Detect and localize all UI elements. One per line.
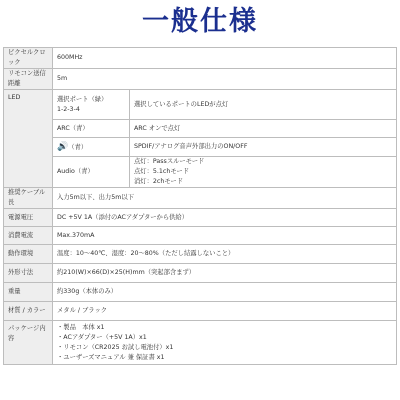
row-value: 5m xyxy=(53,69,397,90)
led-item-name xyxy=(53,138,130,157)
table-row xyxy=(4,157,397,188)
led-item-name-line: 選択ポート（緑） xyxy=(57,95,108,103)
table-row xyxy=(4,321,397,365)
list-item: ・リモコン（CR2025 お試し電池付）x1 xyxy=(57,343,174,351)
row-label: パッケージ内容 xyxy=(4,321,53,365)
led-item-name-line: 1-2-3-4 xyxy=(57,105,80,113)
led-item-name: ARC（青） xyxy=(53,120,130,138)
row-value xyxy=(53,321,397,365)
row-label: ピクセルクロック xyxy=(4,48,53,69)
row-label: 重量 xyxy=(4,283,53,302)
table-row xyxy=(4,120,397,138)
row-label: 外形寸法 xyxy=(4,264,53,283)
table-row xyxy=(4,245,397,264)
table-row xyxy=(4,283,397,302)
row-value: 約330g（本体のみ） xyxy=(53,283,397,302)
led-mode-line: 点灯：5.1chモード xyxy=(134,168,189,175)
led-mode-line: 消灯：2chモード xyxy=(134,178,183,185)
row-value: 約210(W)×66(D)×25(H)mm（突起部含まず） xyxy=(53,264,397,283)
led-item-name-text: （青） xyxy=(68,143,88,151)
led-item-desc: ARC オンで点灯 xyxy=(130,120,397,138)
led-item-desc: 選択しているポートのLEDが点灯 xyxy=(130,90,397,120)
table-row xyxy=(4,209,397,227)
row-value: 温度：10～40℃、湿度：20～80%（ただし結露しないこと） xyxy=(53,245,397,264)
led-item-name xyxy=(53,90,130,120)
led-item-desc xyxy=(130,157,397,188)
row-label: 動作環境 xyxy=(4,245,53,264)
row-label: 材質 / カラー xyxy=(4,302,53,321)
row-value: 入力5m以下、出力5m以下 xyxy=(53,188,397,209)
led-mode-line: 点灯：Passスルーモード xyxy=(134,158,205,165)
row-label: 消費電流 xyxy=(4,227,53,245)
speaker-icon: 🔊 xyxy=(57,141,69,152)
table-row xyxy=(4,188,397,209)
table-row xyxy=(4,69,397,90)
package-list xyxy=(57,323,392,363)
row-label: 推奨ケーブル長 xyxy=(4,188,53,209)
list-item: ・ユーザーズマニュアル 兼 保証書 x1 xyxy=(57,353,165,361)
row-value: DC +5V 1A（添付のACアダプターから供給） xyxy=(53,209,397,227)
row-value: 600MHz xyxy=(53,48,397,69)
led-item-desc: SPDIF/アナログ音声外部出力のON/OFF xyxy=(130,138,397,157)
table-row xyxy=(4,90,397,120)
led-item-name: Audio（青） xyxy=(53,157,130,188)
row-label: 電源電圧 xyxy=(4,209,53,227)
table-row xyxy=(4,302,397,321)
row-value: メタル / ブラック xyxy=(53,302,397,321)
list-item: ・ACアダプター（+5V 1A）x1 xyxy=(57,333,147,341)
spec-table xyxy=(3,47,397,365)
row-value: Max.370mA xyxy=(53,227,397,245)
row-label: リモコン送信距離 xyxy=(4,69,53,90)
table-row xyxy=(4,227,397,245)
table-row xyxy=(4,138,397,157)
table-row xyxy=(4,264,397,283)
page-title: 一般仕様 xyxy=(142,6,258,37)
row-label: LED xyxy=(4,90,53,188)
list-item: ・製品 本体 x1 xyxy=(57,323,105,331)
table-row xyxy=(4,48,397,69)
